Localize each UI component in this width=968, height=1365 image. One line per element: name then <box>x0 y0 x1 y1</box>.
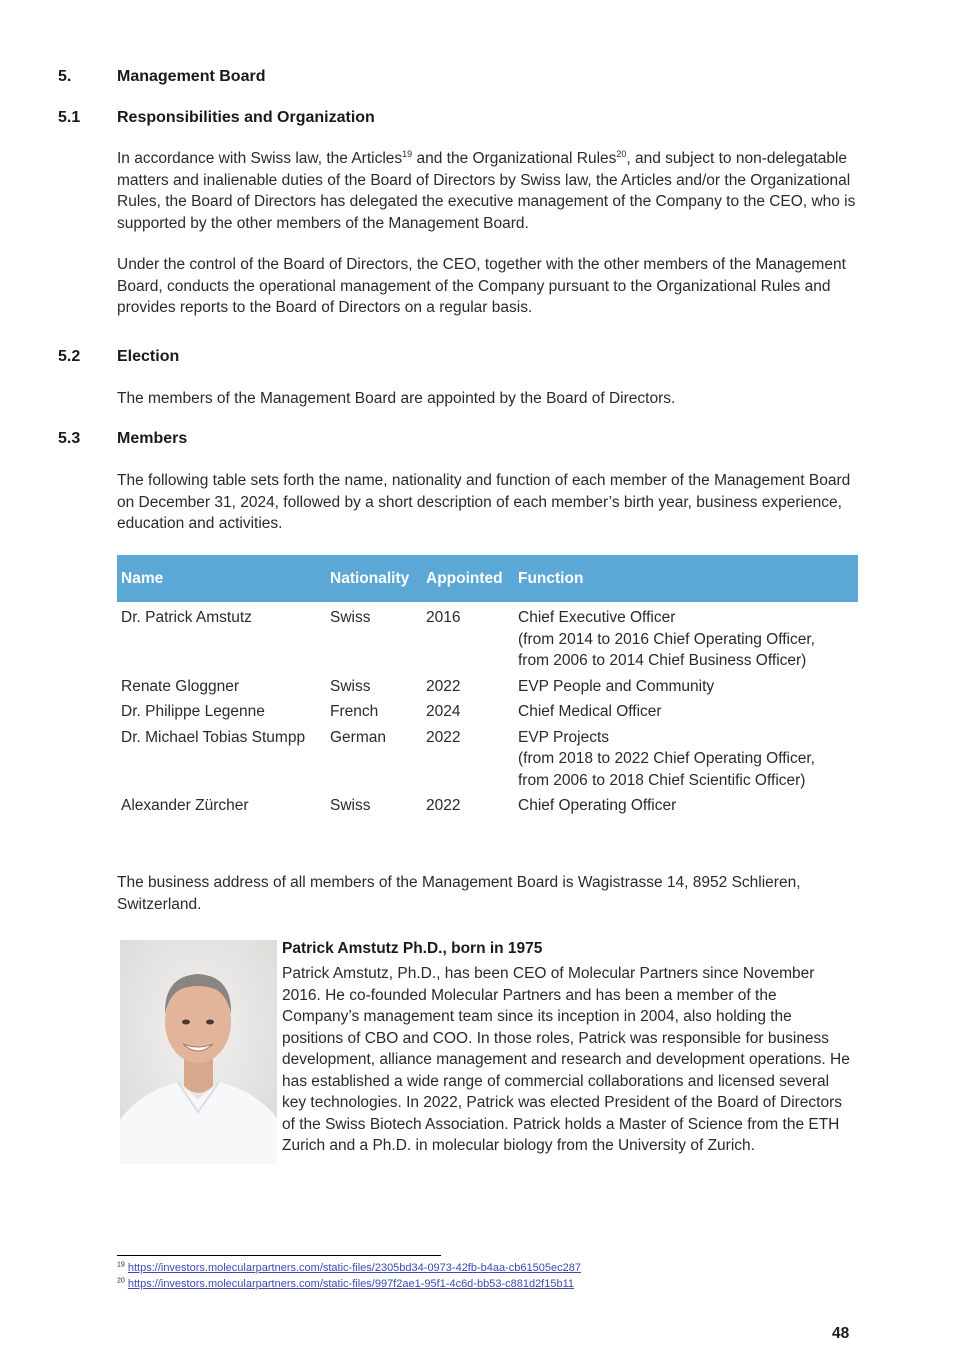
table-row <box>117 724 858 793</box>
paragraph: In accordance with Swiss law, the Articles$^{19}$ and the Organizational Rules$^{20}$, and subject to non-delegatable matters and inalienable duties of the Board of Directors by Swiss law, the Articles and/or the Organizational Rules, the Board of Directors has delegated the executive management of the Company to the CEO, who is supported by the other members of the Management Board. <box>117 148 856 232</box>
portrait-photo <box>120 940 277 1164</box>
cell-nationality: Swiss <box>330 677 371 695</box>
table-row <box>117 698 858 724</box>
cell-appointed: 2016 <box>426 609 461 626</box>
footnote: $^{19}$ https://investors.molecularpartners.com/static-files/2305bd34-0973-42fb-b4aa-cb61505ec287 <box>117 1261 581 1274</box>
footnote-ref[interactable]: 20 <box>616 148 627 159</box>
cell-nationality: French <box>330 703 379 720</box>
subsection-number: 5.3 <box>58 430 81 447</box>
cell-appointed: 2024 <box>426 703 461 720</box>
footnote-link[interactable]: https://investors.molecularpartners.com/static-files/997f2ae1-95f1-4c6d-bb53-c881d2f15b11 <box>127 1278 575 1290</box>
portrait-image <box>120 940 277 1164</box>
cell-appointed: 2022 <box>426 677 461 695</box>
subsection-number: 5.1 <box>58 109 81 126</box>
table-row <box>117 792 858 818</box>
section-title: Management Board <box>117 68 266 85</box>
bio-title: Patrick Amstutz Ph.D., born in 1975 <box>282 940 543 957</box>
column-header: Function <box>514 555 858 602</box>
cell-function: Chief Executive Officer (from 2014 to 2016 Chief Operating Officer, from 2006 to 2014 Chief Business Officer) <box>518 609 815 669</box>
table-row <box>117 673 858 699</box>
paragraph: Under the control of the Board of Directors, the CEO, together with the other members of the Management Board, conducts the operational management of the Company pursuant to the Organizational Rules and provides reports to the Board of Directors on a regular basis. <box>117 256 846 316</box>
column-header: Nationality <box>326 555 422 602</box>
subsection-title: Election <box>117 348 180 365</box>
subsection-title: Members <box>117 430 188 447</box>
cell-nationality: Swiss <box>330 609 371 626</box>
subsection-number: 5.2 <box>58 348 81 365</box>
cell-nationality: Swiss <box>330 797 371 814</box>
table-row <box>117 602 858 673</box>
paragraph: The following table sets forth the name, nationality and function of each member of the Management Board on December 31, 2024, followed by a short description of each member’s birth year, business experience, education and activities. <box>117 472 851 532</box>
page-number: 48 <box>832 1325 850 1342</box>
cell-name: Dr. Patrick Amstutz <box>121 609 252 626</box>
cell-name: Dr. Philippe Legenne <box>121 703 265 720</box>
column-header: Name <box>117 555 326 602</box>
cell-nationality: German <box>330 728 386 746</box>
cell-function: Chief Operating Officer <box>518 797 677 814</box>
members-table <box>117 555 858 818</box>
subsection-title: Responsibilities and Organization <box>117 109 375 126</box>
cell-function: Chief Medical Officer <box>518 703 662 720</box>
cell-name: Alexander Zürcher <box>121 797 249 814</box>
paragraph: The members of the Management Board are appointed by the Board of Directors. <box>117 390 676 407</box>
cell-function: EVP People and Community <box>518 677 715 695</box>
section-number: 5. <box>58 68 72 85</box>
bio-text: Patrick Amstutz, Ph.D., has been CEO of Molecular Partners since November 2016. He co-founded Molecular Partners and has been a member of the Company’s management team since its inception in 2004, also holding the positions of CBO and COO. In those roles, Patrick was responsible for business development, alliance management and research and development operations. He has established a wide range of commercial collaborations and licensed several key technologies. In 2022, Patrick was elected President of the Board of Directors of the Swiss Biotech Association. Patrick holds a Master of Science from the ETH Zurich and a Ph.D. in molecular biology from the University of Zurich. <box>282 965 850 1154</box>
footnote-separator <box>117 1255 441 1256</box>
column-header: Appointed <box>422 555 514 602</box>
cell-appointed: 2022 <box>426 797 461 814</box>
cell-name: Renate Gloggner <box>121 677 240 695</box>
footnote: $^{20}$ https://investors.molecularpartners.com/static-files/997f2ae1-95f1-4c6d-bb53-c881d2f15b11 <box>117 1277 575 1290</box>
table-header-row <box>117 555 858 602</box>
address-paragraph: The business address of all members of the Management Board is Wagistrasse 14, 8952 Schlieren, Switzerland. <box>117 874 801 913</box>
footnote-link[interactable]: https://investors.molecularpartners.com/static-files/2305bd34-0973-42fb-b4aa-cb61505ec287 <box>127 1262 581 1274</box>
cell-appointed: 2022 <box>426 728 461 746</box>
cell-name: Dr. Michael Tobias Stumpp <box>121 728 306 746</box>
cell-function: EVP Projects (from 2018 to 2022 Chief Operating Officer, from 2006 to 2018 Chief Scientific Officer) <box>518 728 815 789</box>
footnote-ref[interactable]: 19 <box>402 148 413 159</box>
